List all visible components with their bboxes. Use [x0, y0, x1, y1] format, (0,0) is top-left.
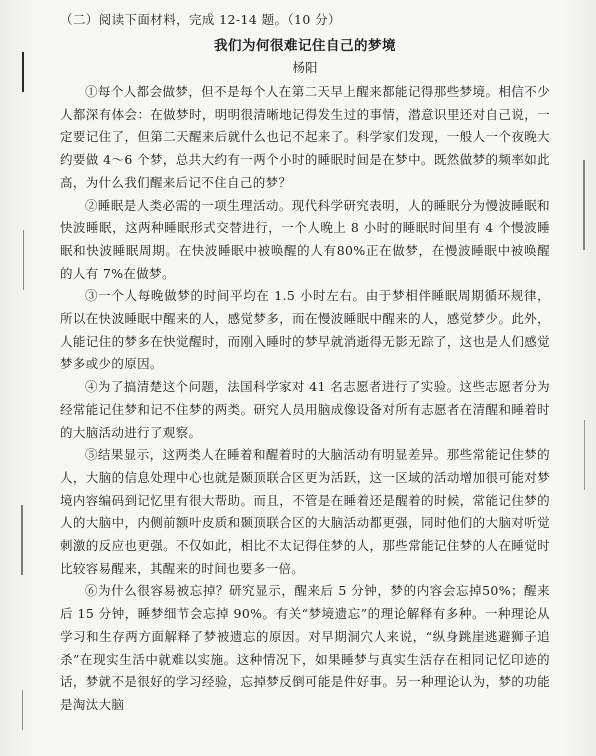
article-title: 我们为何很难记住自己的梦境 — [214, 38, 396, 54]
scan-edge-mark — [21, 505, 23, 575]
scan-edge-mark — [23, 230, 24, 290]
scan-edge-mark — [584, 420, 585, 490]
paragraph-4: ④为了搞清楚这个问题，法国科学家对 41 名志愿者进行了实验。这些志愿者分为经常能记住梦和记不住梦的两类。研究人员用脑成像设备对所有志愿者在清醒和睡着时的大脑活动进行了观察。 — [60, 379, 550, 440]
section-header: （二）阅读下面材料，完成 12-14 题。（10 分） — [60, 12, 341, 27]
scan-edge-mark — [583, 160, 585, 250]
paragraph-1: ①每个人都会做梦，但不是每个人在第二天早上醒来都能记得那些梦境。相信不少人都深有体会：在做梦时，明明很清晰地记得发生过的事情，潜意识里还对自己说，一定要记住了，但第二天醒来后就什么也记不起来了。科学家们发现，一般人一个夜晚大约要做 4～6 个梦，总共大约有一两个小时的睡眠时间是在梦中。既然做梦的频率如此高，为什么我们醒来后记不住自己的梦？ — [60, 84, 550, 190]
paragraph-5: ⑤结果显示，这两类人在睡着和醒着时的大脑活动有明显差异。那些常能记住梦的人，大脑的信息处理中心也就是颞顶联合区更为活跃，这一区域的活动增加很可能对梦境内容编码到记忆里有很大帮助。而且，不管是在睡着还是醒着的时候，常能记住梦的人的大脑中，内侧前额叶皮质和颞顶联合区的大脑活动都更强，同时他们的大脑对听觉刺激的反应也更强。不仅如此，相比不太记得住梦的人，那些常能记住梦的人在睡觉时比较容易醒来，其醒来的时间也要多一倍。 — [60, 447, 550, 576]
scan-edge-mark — [22, 690, 23, 730]
reading-passage — [60, 10, 550, 717]
article-author: 杨阳 — [292, 60, 318, 75]
paragraph-6: ⑥为什么很容易被忘掉？研究显示，醒来后 5 分钟，梦的内容会忘掉50%；醒来后 15 分钟，睡梦细节会忘掉 90%。有关“梦境遗忘”的理论解释有多种。一种理论从学习和生存两方面解释了梦被遗忘的原因。对早期洞穴人来说，“纵身跳崖逃避狮子追杀”在现实生活中就难以实施。这种情况下，如果睡梦与真实生活存在相同记忆印迹的话，梦就不是很好的学习经验，忘掉梦反倒可能是件好事。另一种理论认为，梦的功能是淘汰大脑 — [60, 583, 550, 712]
paragraph-2: ②睡眠是人类必需的一项生理活动。现代科学研究表明，人的睡眠分为慢波睡眠和快波睡眠，这两种睡眠形式交替进行，一个人晚上 8 小时的睡眠时间里有 4 个慢波睡眠和快波睡眠周期。在快波睡眠中被唤醒的人有80%正在做梦，在慢波睡眠中被唤醒的人有 7%在做梦。 — [60, 197, 550, 281]
scan-edge-mark — [22, 52, 24, 92]
paragraph-3: ③一个人每晚做梦的时间平均在 1.5 小时左右。由于梦相伴睡眠周期循环规律，所以在快波睡眠中醒来的人，感觉梦多，而在慢波睡眠中醒来的人，感觉梦少。此外，人能记住的梦多在快觉醒时，而刚入睡时的梦早就消逝得无影无踪了，这也是人们感觉梦多或少的原因。 — [60, 288, 550, 372]
